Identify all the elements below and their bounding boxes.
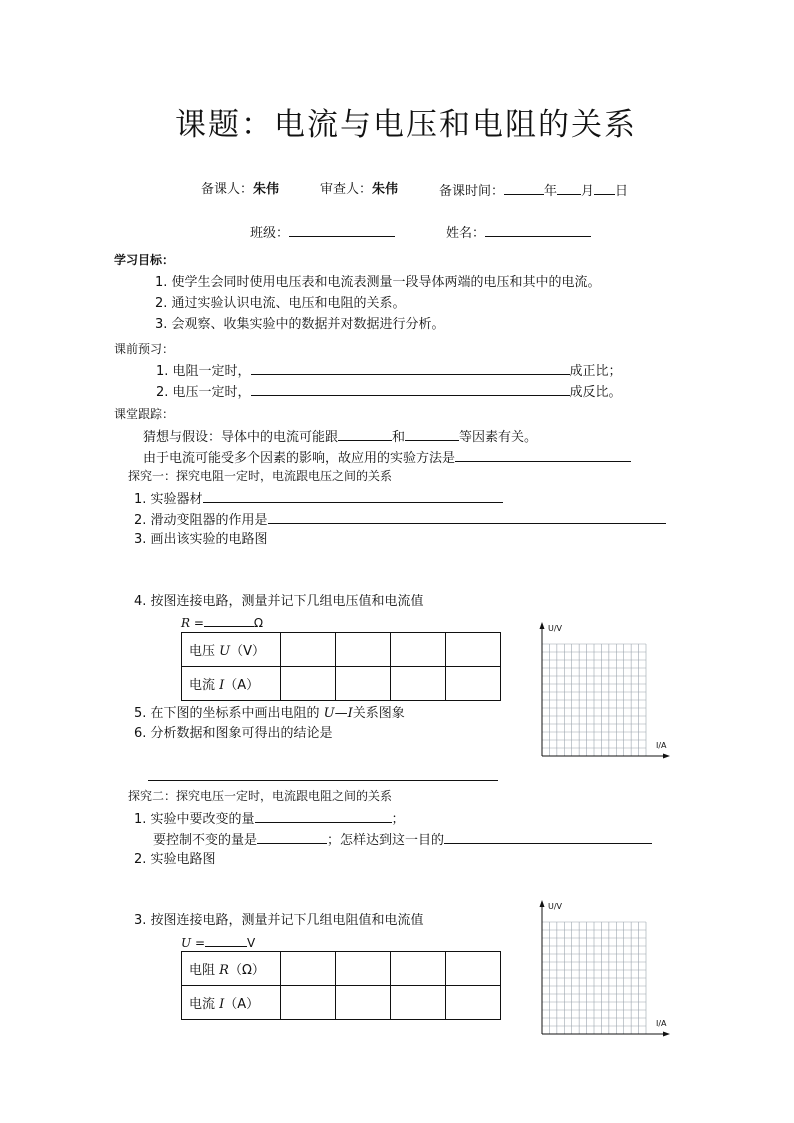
preview-item-1-suffix: 成正比；: [569, 364, 622, 379]
exp1-q1-text: 1. 实验器材: [134, 492, 203, 507]
ui-graph-1: [536, 620, 676, 765]
preview-blank-2[interactable]: [251, 383, 570, 396]
x-axis-label: I/A: [656, 1019, 667, 1028]
r-symbol: R: [181, 616, 191, 630]
row-var: I: [219, 997, 225, 1012]
y-axis-arrow: [540, 622, 545, 629]
hypothesis-and: 和: [392, 430, 406, 445]
resistance-row-header: [182, 952, 281, 986]
table-row: [182, 952, 501, 986]
goals-heading: 学习目标：: [114, 253, 175, 267]
r-equals: =: [190, 616, 204, 630]
table-cell[interactable]: [281, 633, 336, 667]
exp1-q4: 4. 按图连接电路，测量并记下几组电压值和电流值: [134, 594, 424, 609]
x-axis-label: I/A: [656, 741, 667, 750]
exp2-q1-text: 1. 实验中要改变的量: [134, 812, 255, 827]
u-equals: =: [191, 936, 205, 950]
exp1-heading: 探究一：探究电阻一定时，电流跟电压之间的关系: [128, 469, 393, 483]
preview-item-1-text: 1. 电阻一定时，: [156, 364, 251, 379]
hypothesis-blank-1[interactable]: [338, 428, 392, 441]
y-axis-arrow: [540, 900, 545, 907]
u-symbol: U: [181, 936, 192, 950]
table-cell[interactable]: [391, 633, 446, 667]
name-blank[interactable]: [485, 224, 591, 237]
meta-line: [201, 182, 279, 198]
ui-graph-2: [536, 898, 676, 1043]
hypothesis-line: [143, 428, 537, 446]
reviewer-line: [320, 182, 398, 198]
voltage-value-line: [181, 934, 255, 951]
current-row-header: [182, 986, 281, 1020]
row-unit: （Ω）: [228, 963, 265, 978]
exp1-q1-blank[interactable]: [203, 490, 503, 503]
exp2-keep-line: [153, 831, 652, 849]
row-label: 电流: [189, 997, 220, 1012]
preview-item-2: [156, 383, 622, 401]
row-var: U: [219, 644, 231, 659]
x-axis-arrow: [663, 754, 670, 759]
table-cell[interactable]: [336, 952, 391, 986]
exp2-q2: 2. 实验电路图: [134, 852, 216, 867]
row-var: I: [219, 678, 225, 693]
row-label: 电流: [189, 678, 220, 693]
table-cell[interactable]: [336, 633, 391, 667]
method-text: 由于电流可能受多个因素的影响，故应用的实验方法是: [143, 451, 456, 466]
day-blank[interactable]: [594, 182, 615, 195]
table-row: [182, 633, 501, 667]
preview-blank-1[interactable]: [251, 362, 570, 375]
y-axis-label: U/V: [548, 902, 563, 911]
method-line: [143, 449, 631, 467]
date-label: 备课时间：: [439, 184, 505, 199]
grid: [542, 644, 646, 756]
table-row: [182, 667, 501, 701]
keep-how-text: ；怎样达到这一目的: [327, 833, 445, 848]
keep-text: 要控制不变的量是: [153, 833, 258, 848]
row-var: R: [219, 963, 229, 978]
table-row: [182, 986, 501, 1020]
reviewer-name: 朱伟: [372, 182, 399, 197]
preparer-name: 朱伟: [253, 182, 280, 197]
exp1-q2-blank[interactable]: [268, 511, 666, 524]
month-label: 月: [581, 184, 595, 199]
exp1-q5-text: 5. 在下图的坐标系中画出电阻的: [134, 706, 324, 721]
table-cell[interactable]: [446, 952, 501, 986]
row-label: 电阻: [189, 963, 220, 978]
name-label: 姓名：: [446, 226, 486, 241]
goal-item: 2. 通过实验认识电流、电压和电阻的关系。: [155, 296, 406, 311]
row-unit: （A）: [224, 997, 260, 1012]
goal-item: 1. 使学生会同时使用电压表和电流表测量一段导体两端的电压和其中的电流。: [155, 275, 601, 290]
exp2-heading: 探究二：探究电压一定时，电流跟电阻之间的关系: [128, 789, 393, 803]
exp1-q1: [134, 490, 503, 508]
month-blank[interactable]: [557, 182, 581, 195]
exp2-q1-end: ；: [391, 812, 405, 827]
exp1-q2-text: 2. 滑动变阻器的作用是: [134, 513, 268, 528]
preview-item-2-suffix: 成反比。: [569, 385, 622, 400]
keep-how-blank[interactable]: [444, 831, 652, 844]
table-cell[interactable]: [391, 986, 446, 1020]
preview-item-1: [156, 362, 622, 380]
table-cell[interactable]: [446, 633, 501, 667]
day-label: 日: [615, 184, 629, 199]
current-row-header: [182, 667, 281, 701]
hypothesis-text: 猜想与假设：导体中的电流可能跟: [143, 430, 339, 445]
class-blank[interactable]: [289, 224, 395, 237]
u-blank[interactable]: [205, 934, 247, 947]
year-label: 年: [544, 184, 558, 199]
row-label: 电压: [189, 644, 220, 659]
exp2-q1-blank[interactable]: [255, 810, 392, 823]
table-cell[interactable]: [281, 667, 336, 701]
table-cell[interactable]: [391, 952, 446, 986]
exp1-data-table: [181, 632, 501, 701]
date-line: [439, 182, 628, 200]
class-label: 班级：: [250, 226, 290, 241]
exp1-q6: 6. 分析数据和图象可得出的结论是: [134, 726, 333, 741]
resistance-value-line: [181, 614, 263, 631]
method-blank[interactable]: [455, 449, 631, 462]
volt-unit: V: [247, 936, 256, 950]
year-blank[interactable]: [504, 182, 544, 195]
table-cell[interactable]: [281, 986, 336, 1020]
y-axis-label: U/V: [548, 624, 563, 633]
table-cell[interactable]: [446, 986, 501, 1020]
preparer-label: 备课人：: [201, 182, 254, 197]
name-field: [446, 224, 591, 242]
exp2-data-table: [181, 951, 501, 1020]
hypothesis-blank-2[interactable]: [405, 428, 459, 441]
r-blank[interactable]: [204, 614, 254, 627]
table-cell[interactable]: [336, 986, 391, 1020]
exp1-q5: [134, 706, 405, 722]
table-cell[interactable]: [391, 667, 446, 701]
hypothesis-end: 等因素有关。: [459, 430, 538, 445]
q5-u: U: [323, 706, 335, 721]
row-unit: （V）: [230, 644, 266, 659]
keep-blank[interactable]: [257, 831, 327, 844]
preview-item-2-text: 2. 电压一定时，: [156, 385, 251, 400]
exp1-q2: [134, 511, 666, 529]
x-axis-arrow: [663, 1032, 670, 1037]
goal-item: 3. 会观察、收集实验中的数据并对数据进行分析。: [155, 317, 445, 332]
q5-end: 关系图象: [352, 706, 405, 721]
grid: [542, 922, 646, 1034]
preview-heading: 课前预习：: [114, 342, 175, 356]
q5-dash: —: [334, 706, 348, 721]
table-cell[interactable]: [281, 952, 336, 986]
reviewer-label: 审查人：: [320, 182, 373, 197]
table-cell[interactable]: [336, 667, 391, 701]
page-title: 课题：电流与电压和电阻的关系: [175, 107, 637, 143]
exp2-q3: 3. 按图连接电路，测量并记下几组电阻值和电流值: [134, 913, 424, 928]
row-unit: （A）: [224, 678, 260, 693]
class-track-heading: 课堂跟踪：: [114, 407, 175, 421]
voltage-row-header: [182, 633, 281, 667]
q5-i: I: [347, 706, 353, 721]
table-cell[interactable]: [446, 667, 501, 701]
ohm-unit: Ω: [253, 616, 264, 630]
conclusion-blank[interactable]: [148, 780, 498, 781]
exp1-q3: 3. 画出该实验的电路图: [134, 532, 268, 547]
exp2-q1: [134, 810, 405, 828]
class-field: [250, 224, 395, 242]
